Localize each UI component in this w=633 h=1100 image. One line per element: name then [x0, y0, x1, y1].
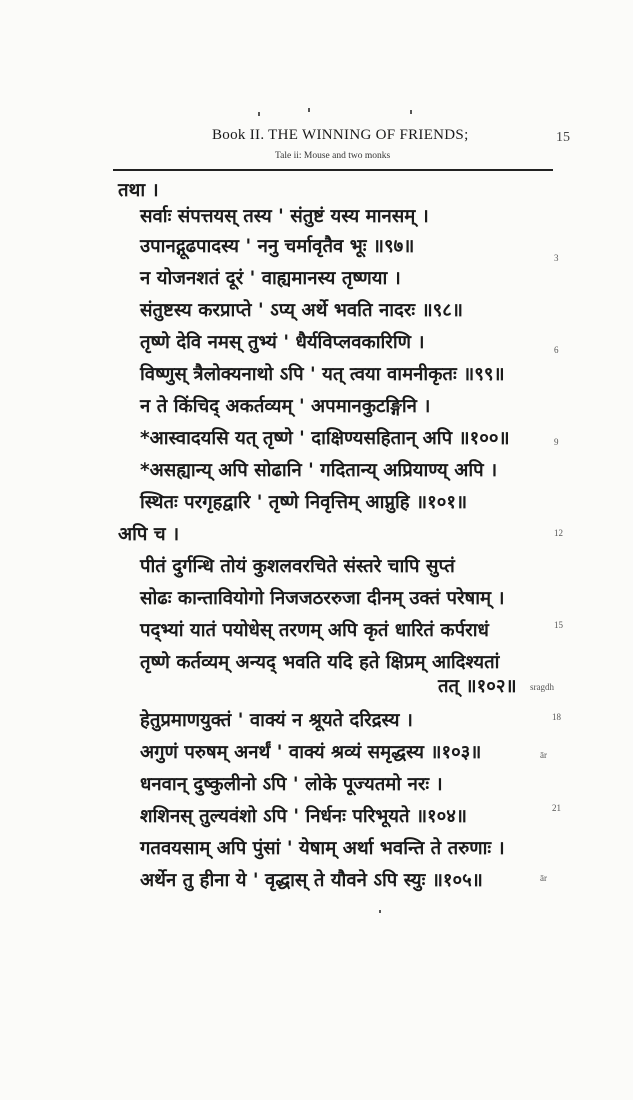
- verse-line: सर्वाः संपत्तयस् तस्य ' संतुष्टं यस्य मानसम् ।: [140, 206, 429, 227]
- verse-line: तृष्णे देवि नमस् तुभ्यं ' धैर्यविप्लवकारिणि ।: [140, 332, 425, 353]
- margin-line-number: 21: [552, 803, 561, 813]
- text-line: अपि च ।: [118, 524, 180, 545]
- verse-line: अर्थेन तु हीना ये ' वृद्धास् ते यौवने ऽपि स्युः ॥१०५॥: [140, 870, 483, 891]
- verse-line: संतुष्टस्य करप्राप्ते ' ऽप्य् अर्थे भवति नादरः ॥९८॥: [140, 300, 463, 321]
- print-speck: [379, 910, 381, 913]
- verse-line: गतवयसाम् अपि पुंसां ' येषाम् अर्था भवन्ति ते तरुणाः ।: [140, 838, 505, 859]
- margin-line-number: 6: [554, 345, 559, 355]
- margin-line-number: 15: [554, 620, 563, 630]
- print-speck: [308, 108, 310, 112]
- margin-line-number: 12: [554, 528, 563, 538]
- verse-line: हेतुप्रमाणयुक्तं ' वाक्यं न श्रूयते दरिद्रस्य ।: [140, 710, 413, 731]
- verse-line: उपानद्गूढपादस्य ' ननु चर्मावृतैव भूः ॥९७॥: [140, 236, 415, 257]
- verse-line: धनवान् दुष्कुलीनो ऽपि ' लोके पूज्यतमो नरः ।: [140, 774, 443, 795]
- print-speck: [410, 110, 412, 114]
- verse-line: न योजनशतं दूरं ' वाह्यमानस्य तृष्णया ।: [140, 268, 401, 289]
- margin-line-number: 9: [554, 437, 559, 447]
- print-speck: [258, 112, 260, 116]
- margin-meter-note: sragdh: [530, 682, 554, 692]
- verse-line: न ते किंचिद् अकर्तव्यम् ' अपमानकुटङ्गिनि ।: [140, 396, 431, 417]
- verse-line: *असह्यान्य् अपि सोढानि ' गदितान्य् अप्रियाण्य् अपि ।: [140, 460, 498, 481]
- verse-line: पीतं दुर्गन्धि तोयं कुशलवरचिते संस्तरे चापि सुप्तं: [140, 556, 455, 577]
- verse-line: पद्भ्यां यातं पयोधेस् तरणम् अपि कृतं धारितं कर्पराधं: [140, 620, 489, 641]
- page-number: 15: [556, 130, 570, 145]
- text-line: तथा ।: [118, 180, 159, 201]
- margin-meter-note: ār: [540, 750, 547, 760]
- running-subtitle: Tale ii: Mouse and two monks: [275, 151, 391, 161]
- header-rule: [113, 169, 553, 171]
- margin-meter-note: ār: [540, 873, 547, 883]
- verse-line: स्थितः परगृहद्वारि ' तृष्णे निवृत्तिम् आप्नुहि ॥१०१॥: [140, 492, 468, 513]
- verse-line-end: तत् ॥१०२॥: [438, 676, 517, 697]
- verse-line: शशिनस् तुल्यवंशो ऽपि ' निर्धनः परिभूयते ॥१०४॥: [140, 806, 467, 827]
- verse-line: *आस्वादयसि यत् तृष्णे ' दाक्षिण्यसहितान् अपि ॥१००॥: [140, 428, 510, 449]
- margin-line-number: 18: [552, 712, 561, 722]
- verse-line: अगुणं परुषम् अनर्थं ' वाक्यं श्रव्यं समृद्धस्य ॥१०३॥: [140, 742, 482, 763]
- running-head: Book II. THE WINNING OF FRIENDS;: [212, 127, 469, 143]
- verse-line: विष्णुस् त्रैलोक्यनाथो ऽपि ' यत् त्वया वामनीकृतः ॥९९॥: [140, 364, 505, 385]
- margin-line-number: 3: [554, 253, 559, 263]
- verse-line: सोढः कान्तावियोगो निजजठररुजा दीनम् उक्तं परेषाम् ।: [140, 588, 505, 609]
- verse-line: तृष्णे कर्तव्यम् अन्यद् भवति यदि हते क्षिप्रम् आदिश्यतां: [140, 652, 500, 673]
